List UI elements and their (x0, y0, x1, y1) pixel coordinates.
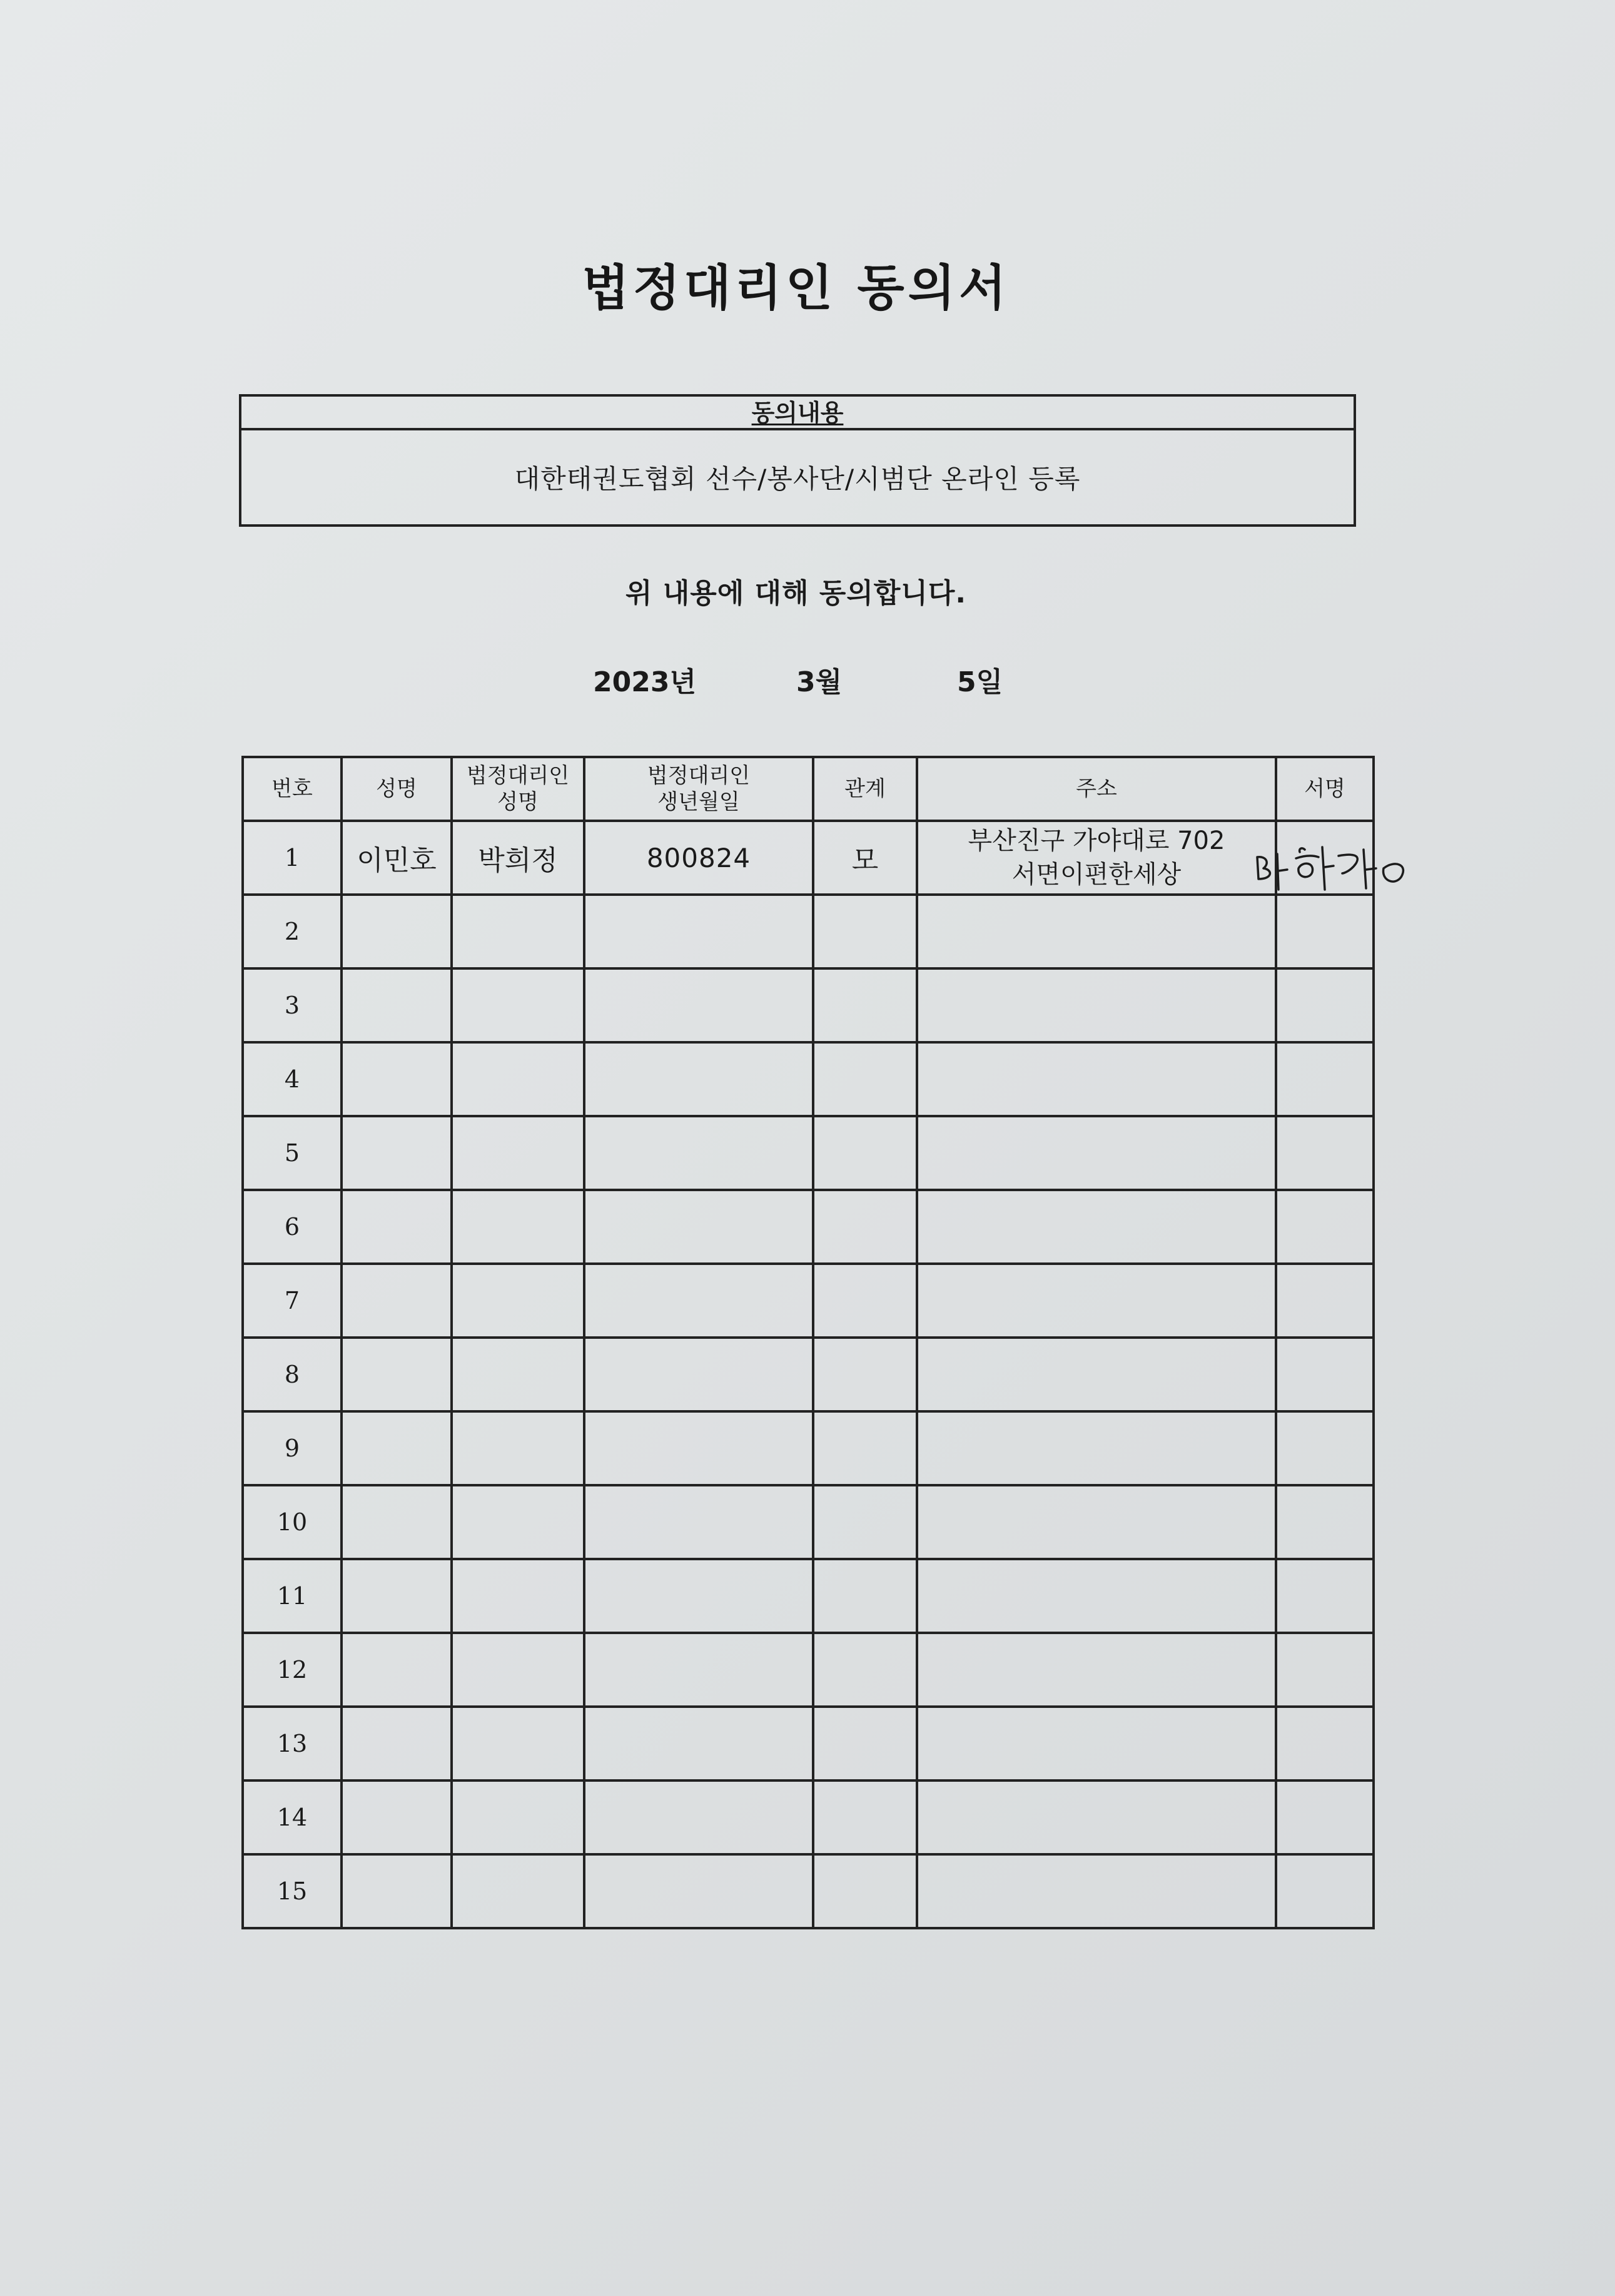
cell-name (342, 1780, 452, 1854)
header-rep-name (452, 757, 584, 821)
header-rep-birth-line2: 생년월일 (657, 790, 740, 815)
date-month: 3월 (796, 666, 843, 698)
table-row (243, 1854, 1374, 1928)
table-row (243, 1338, 1374, 1411)
header-no: 번호 (243, 757, 342, 821)
cell-address (917, 1485, 1276, 1559)
cell-name (342, 1042, 452, 1116)
cell-rep-birth (584, 1559, 813, 1633)
cell-signature (1276, 1411, 1374, 1485)
document-title: 법정대리인 동의서 (582, 260, 1010, 317)
cell-rep-birth (584, 1707, 813, 1780)
header-relation: 관계 (813, 757, 917, 821)
header-rep-birth (584, 757, 813, 821)
cell-rep-name (452, 1854, 584, 1928)
cell-address (917, 895, 1276, 968)
cell-address (917, 1042, 1276, 1116)
date-year: 2023년 (593, 666, 696, 698)
table-row (243, 1559, 1374, 1633)
cell-name: 이민호 (342, 821, 452, 895)
table-row (243, 1264, 1374, 1338)
row-number: 15 (243, 1854, 342, 1928)
cell-rep-birth (584, 1780, 813, 1854)
row-number: 5 (243, 1116, 342, 1190)
cell-relation (813, 1411, 917, 1485)
cell-signature (1276, 1190, 1374, 1264)
cell-name (342, 1411, 452, 1485)
header-rep-name-line2: 성명 (497, 790, 539, 815)
table-header-row (243, 757, 1374, 821)
cell-rep-birth (584, 1116, 813, 1190)
cell-rep-name (452, 968, 584, 1042)
cell-name (342, 1264, 452, 1338)
header-rep-name-line1: 법정대리인 (466, 763, 570, 788)
cell-rep-birth: 800824 (584, 821, 813, 895)
cell-rep-name (452, 1559, 584, 1633)
cell-relation (813, 1707, 917, 1780)
cell-rep-birth (584, 1854, 813, 1928)
table-row (243, 968, 1374, 1042)
row-number: 4 (243, 1042, 342, 1116)
row-number: 6 (243, 1190, 342, 1264)
table-row (243, 1116, 1374, 1190)
cell-rep-birth (584, 1042, 813, 1116)
cell-signature (1276, 1854, 1374, 1928)
cell-rep-birth (584, 1338, 813, 1411)
cell-signature (1276, 1559, 1374, 1633)
row-number: 14 (243, 1780, 342, 1854)
cell-address (917, 1707, 1276, 1780)
cell-address (917, 1559, 1276, 1633)
row-number: 1 (243, 821, 342, 895)
cell-rep-name (452, 1633, 584, 1707)
consent-text: 대한태권도협회 선수/봉사단/시범단 온라인 등록 (514, 464, 1081, 494)
cell-signature (1276, 968, 1374, 1042)
cell-address (917, 1116, 1276, 1190)
header-signature: 서명 (1276, 757, 1374, 821)
cell-name (342, 1854, 452, 1928)
cell-relation (813, 968, 917, 1042)
cell-relation (813, 1042, 917, 1116)
cell-name (342, 968, 452, 1042)
cell-rep-name (452, 895, 584, 968)
cell-name (342, 895, 452, 968)
table-row (243, 1485, 1374, 1559)
cell-signature (1276, 1485, 1374, 1559)
cell-name (342, 1338, 452, 1411)
cell-rep-birth (584, 1190, 813, 1264)
cell-rep-birth (584, 968, 813, 1042)
row-number: 13 (243, 1707, 342, 1780)
cell-signature (1276, 1633, 1374, 1707)
row-number: 9 (243, 1411, 342, 1485)
table-row (243, 1042, 1374, 1116)
cell-name (342, 1633, 452, 1707)
cell-relation (813, 1633, 917, 1707)
cell-rep-birth (584, 1485, 813, 1559)
cell-signature (1276, 1707, 1374, 1780)
cell-address (917, 821, 1276, 895)
consent-content-box (239, 394, 1356, 527)
cell-rep-name (452, 1264, 584, 1338)
table-row (243, 895, 1374, 968)
cell-relation: 모 (813, 821, 917, 895)
cell-address (917, 1780, 1276, 1854)
table-row (243, 1411, 1374, 1485)
cell-rep-birth (584, 895, 813, 968)
cell-signature (1276, 1264, 1374, 1338)
cell-name (342, 1485, 452, 1559)
cell-relation (813, 1338, 917, 1411)
date-day: 5일 (957, 666, 1003, 698)
cell-signature (1276, 1042, 1374, 1116)
cell-relation (813, 1264, 917, 1338)
address-line2: 서면이편한세상 (1011, 860, 1182, 889)
cell-rep-birth (584, 1633, 813, 1707)
cell-rep-name (452, 1190, 584, 1264)
row-number: 2 (243, 895, 342, 968)
header-name: 성명 (342, 757, 452, 821)
cell-address (917, 1264, 1276, 1338)
cell-relation (813, 1854, 917, 1928)
cell-address (917, 1633, 1276, 1707)
header-address: 주소 (917, 757, 1276, 821)
row-number: 10 (243, 1485, 342, 1559)
signature-drawing (1245, 820, 1432, 913)
cell-rep-birth (584, 1264, 813, 1338)
table-row (243, 1633, 1374, 1707)
guardian-table (241, 756, 1375, 1929)
cell-name (342, 1190, 452, 1264)
cell-name (342, 1707, 452, 1780)
table-row (243, 1190, 1374, 1264)
cell-signature (1276, 1780, 1374, 1854)
cell-signature (1276, 1338, 1374, 1411)
cell-relation (813, 895, 917, 968)
table-row (243, 1707, 1374, 1780)
table-row (243, 1780, 1374, 1854)
address-line1: 부산진구 가야대로 702 (968, 826, 1225, 855)
row-number: 8 (243, 1338, 342, 1411)
row-number: 11 (243, 1559, 342, 1633)
header-rep-birth-line1: 법정대리인 (647, 763, 751, 788)
row-number: 12 (243, 1633, 342, 1707)
cell-address (917, 968, 1276, 1042)
cell-rep-name (452, 1707, 584, 1780)
cell-rep-name (452, 1338, 584, 1411)
cell-rep-name: 박희정 (452, 821, 584, 895)
cell-name (342, 1116, 452, 1190)
cell-rep-name (452, 1780, 584, 1854)
handwritten-signature (1245, 820, 1432, 913)
cell-relation (813, 1559, 917, 1633)
cell-address (917, 1190, 1276, 1264)
row-number: 3 (243, 968, 342, 1042)
cell-rep-birth (584, 1411, 813, 1485)
cell-rep-name (452, 1411, 584, 1485)
cell-rep-name (452, 1042, 584, 1116)
cell-address (917, 1411, 1276, 1485)
row-number: 7 (243, 1264, 342, 1338)
cell-rep-name (452, 1485, 584, 1559)
cell-name (342, 1559, 452, 1633)
cell-address (917, 1854, 1276, 1928)
cell-relation (813, 1780, 917, 1854)
cell-relation (813, 1485, 917, 1559)
table-row (243, 821, 1374, 895)
cell-relation (813, 1116, 917, 1190)
cell-signature (1276, 1116, 1374, 1190)
cell-relation (813, 1190, 917, 1264)
cell-address (917, 1338, 1276, 1411)
agreement-statement: 위 내용에 대해 동의합니다. (625, 577, 967, 609)
consent-heading: 동의내용 (241, 397, 1354, 430)
cell-rep-name (452, 1116, 584, 1190)
